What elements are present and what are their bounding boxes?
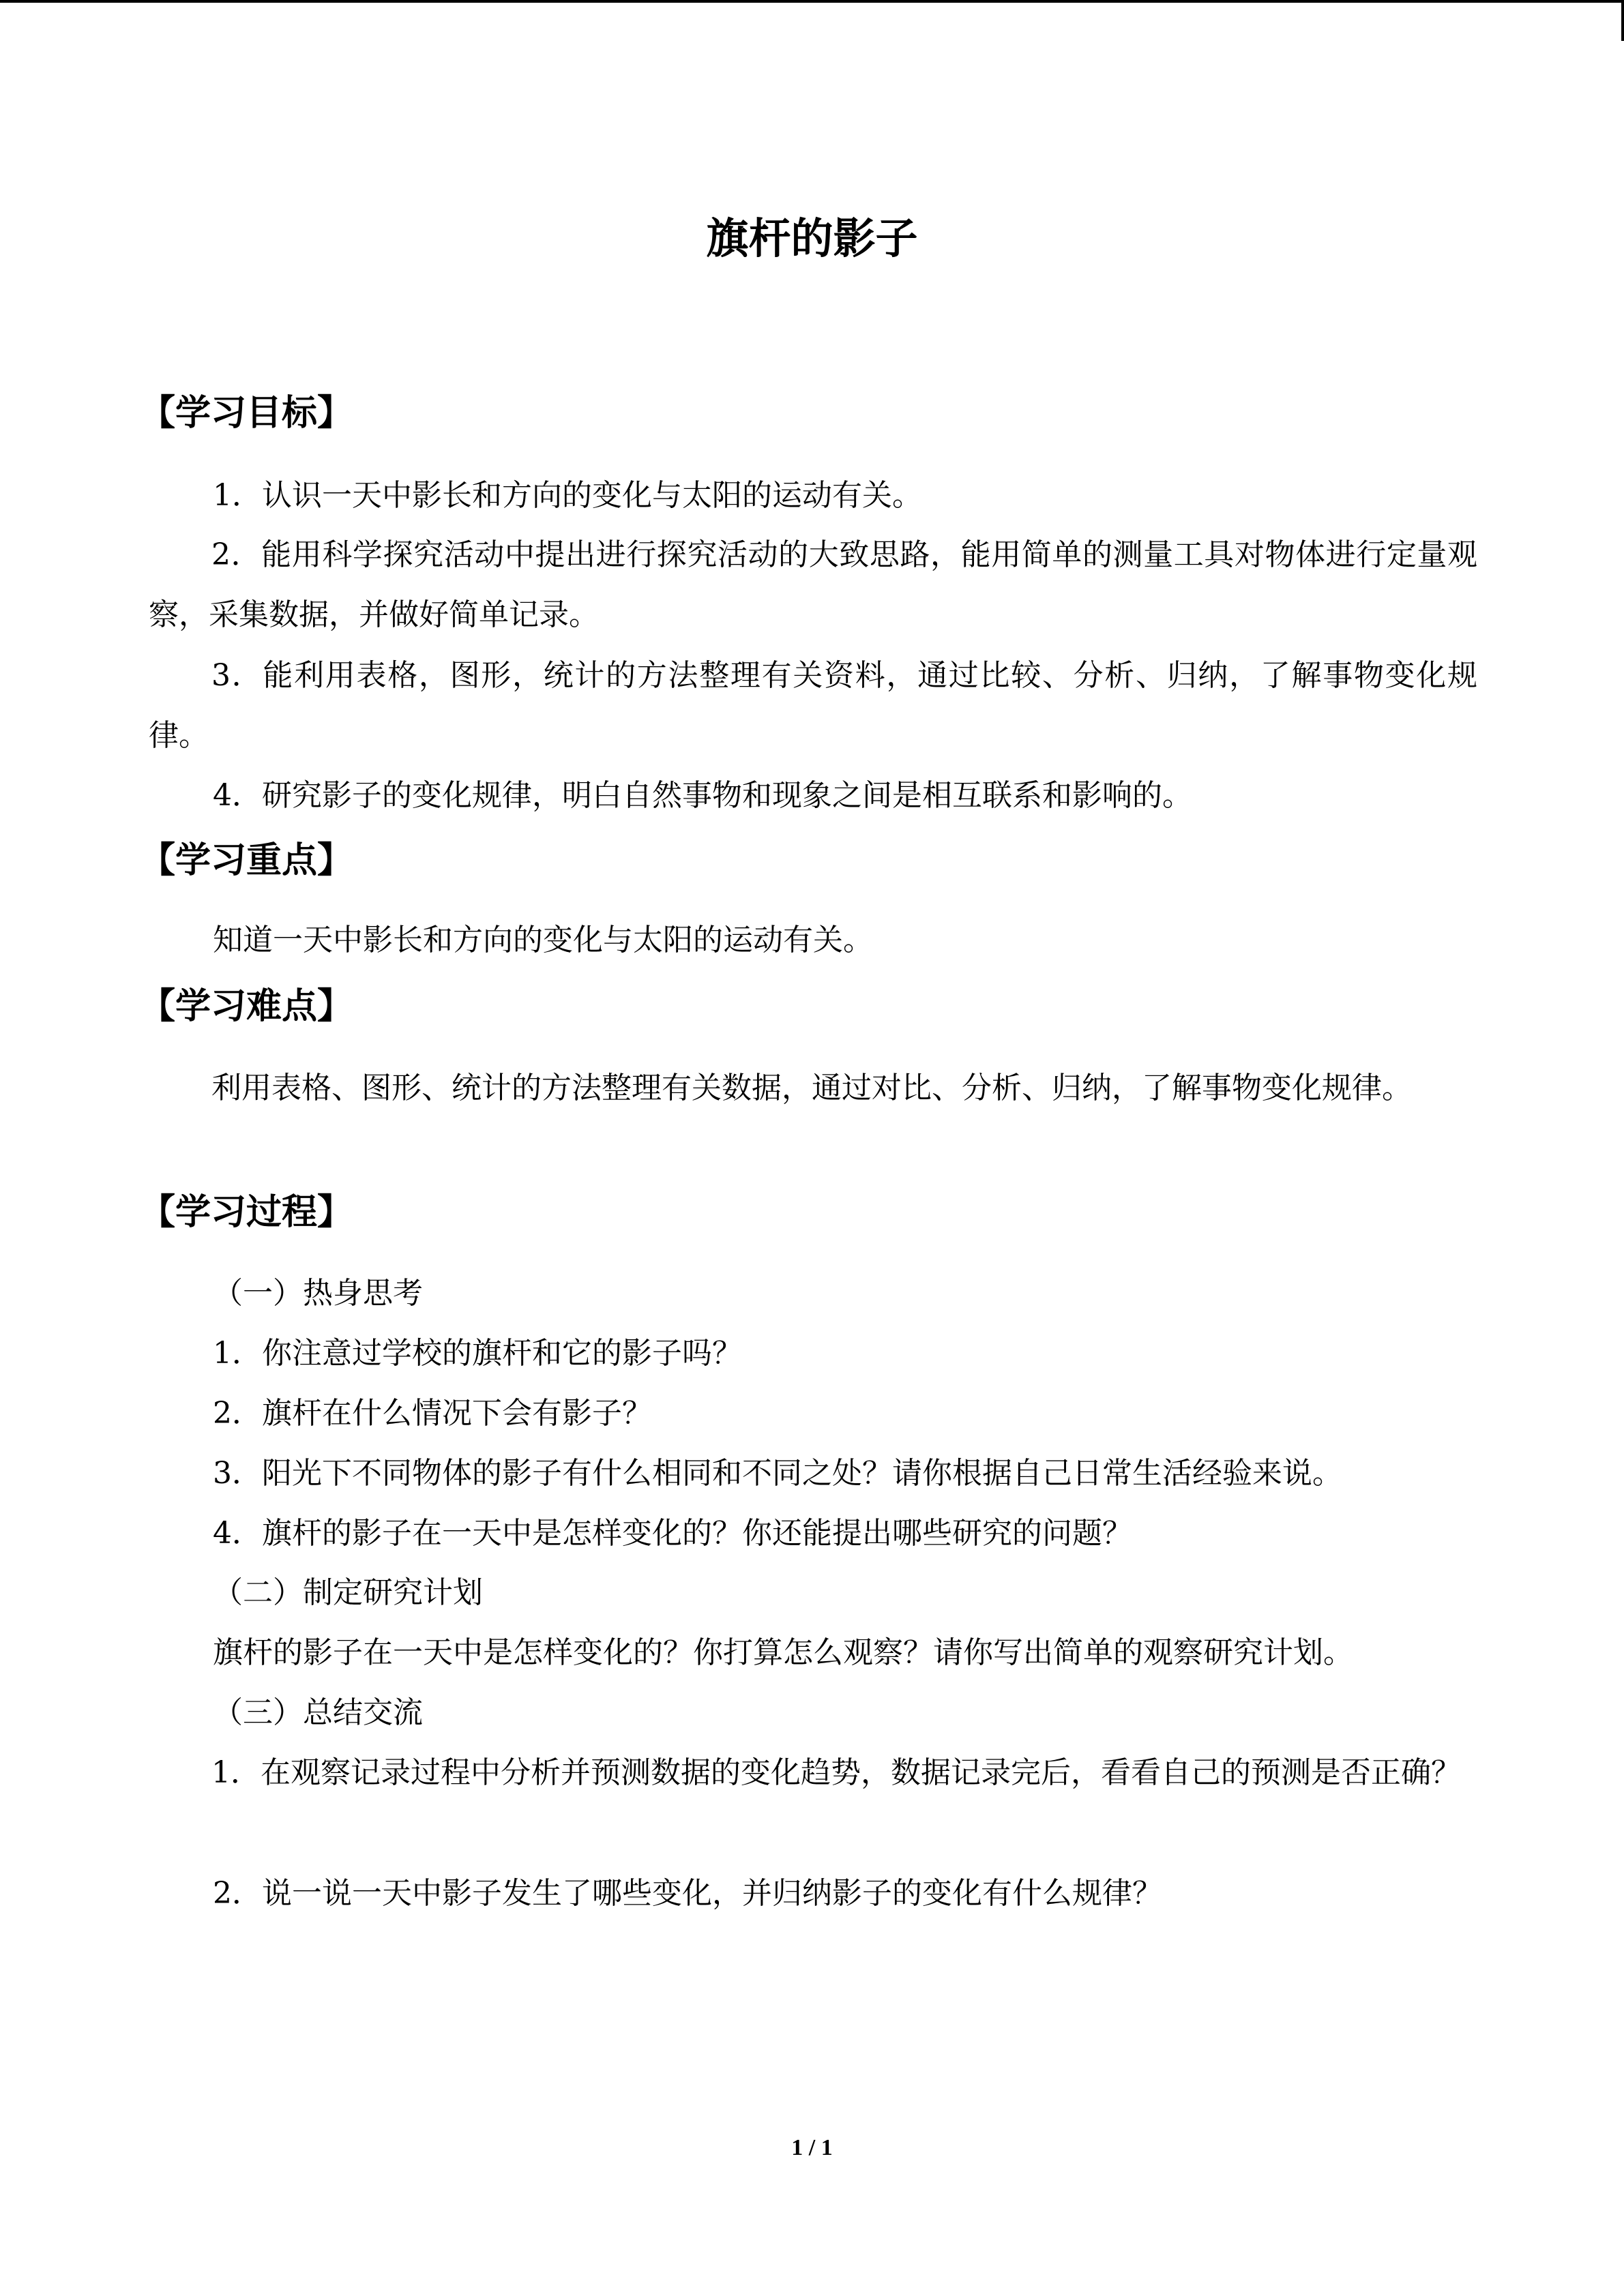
warmup-title: （一）热身思考 [213, 1276, 423, 1311]
key-points-heading: 【学习重点】 [140, 840, 353, 881]
plan-title: （二）制定研究计划 [213, 1575, 483, 1610]
difficulties-text: 利用表格、图形、统计的方法整理有关数据，通过对比、分析、归纳，了解事物变化规律。 [211, 1071, 1412, 1105]
objective-item: 3．能利用表格，图形，统计的方法整理有关资料，通过比较、分析、归纳，了解事物变化规律。 [149, 658, 1477, 753]
top-border-line [0, 0, 1624, 3]
warmup-question: 2．旗杆在什么情况下会有影子？ [213, 1396, 652, 1431]
corner-border-line [1621, 0, 1624, 41]
warmup-question: 3．阳光下不同物体的影子有什么相同和不同之处？请你根据自己日常生活经验来说。 [213, 1456, 1342, 1491]
process-heading: 【学习过程】 [140, 1192, 353, 1233]
summary-item: 1．在观察记录过程中分析并预测数据的变化趋势，数据记录完后，看看自己的预测是否正确？ [211, 1755, 1461, 1790]
document-title: 旗杆的影子 [706, 213, 918, 263]
warmup-question: 4．旗杆的影子在一天中是怎样变化的？你还能提出哪些研究的问题？ [213, 1516, 1132, 1551]
page-number: 1 / 1 [791, 2135, 833, 2160]
objective-item: 2．能用科学探究活动中提出进行探究活动的大致思路，能用简单的测量工具对物体进行定量观察，采集数据，并做好简单记录。 [149, 537, 1477, 632]
objective-item: 1．认识一天中影长和方向的变化与太阳的运动有关。 [213, 478, 922, 513]
difficulties-heading: 【学习难点】 [140, 986, 353, 1027]
summary-title: （三）总结交流 [213, 1695, 423, 1730]
objective-item: 4．研究影子的变化规律，明白自然事物和现象之间是相互联系和影响的。 [213, 778, 1192, 813]
objectives-heading: 【学习目标】 [140, 393, 353, 434]
key-points-text: 知道一天中影长和方向的变化与太阳的运动有关。 [213, 923, 873, 957]
warmup-question: 1．你注意过学校的旗杆和它的影子吗？ [213, 1336, 742, 1371]
summary-item: 2．说一说一天中影子发生了哪些变化，并归纳影子的变化有什么规律？ [213, 1876, 1162, 1911]
plan-text: 旗杆的影子在一天中是怎样变化的？你打算怎么观察？请你写出简单的观察研究计划。 [213, 1635, 1353, 1670]
